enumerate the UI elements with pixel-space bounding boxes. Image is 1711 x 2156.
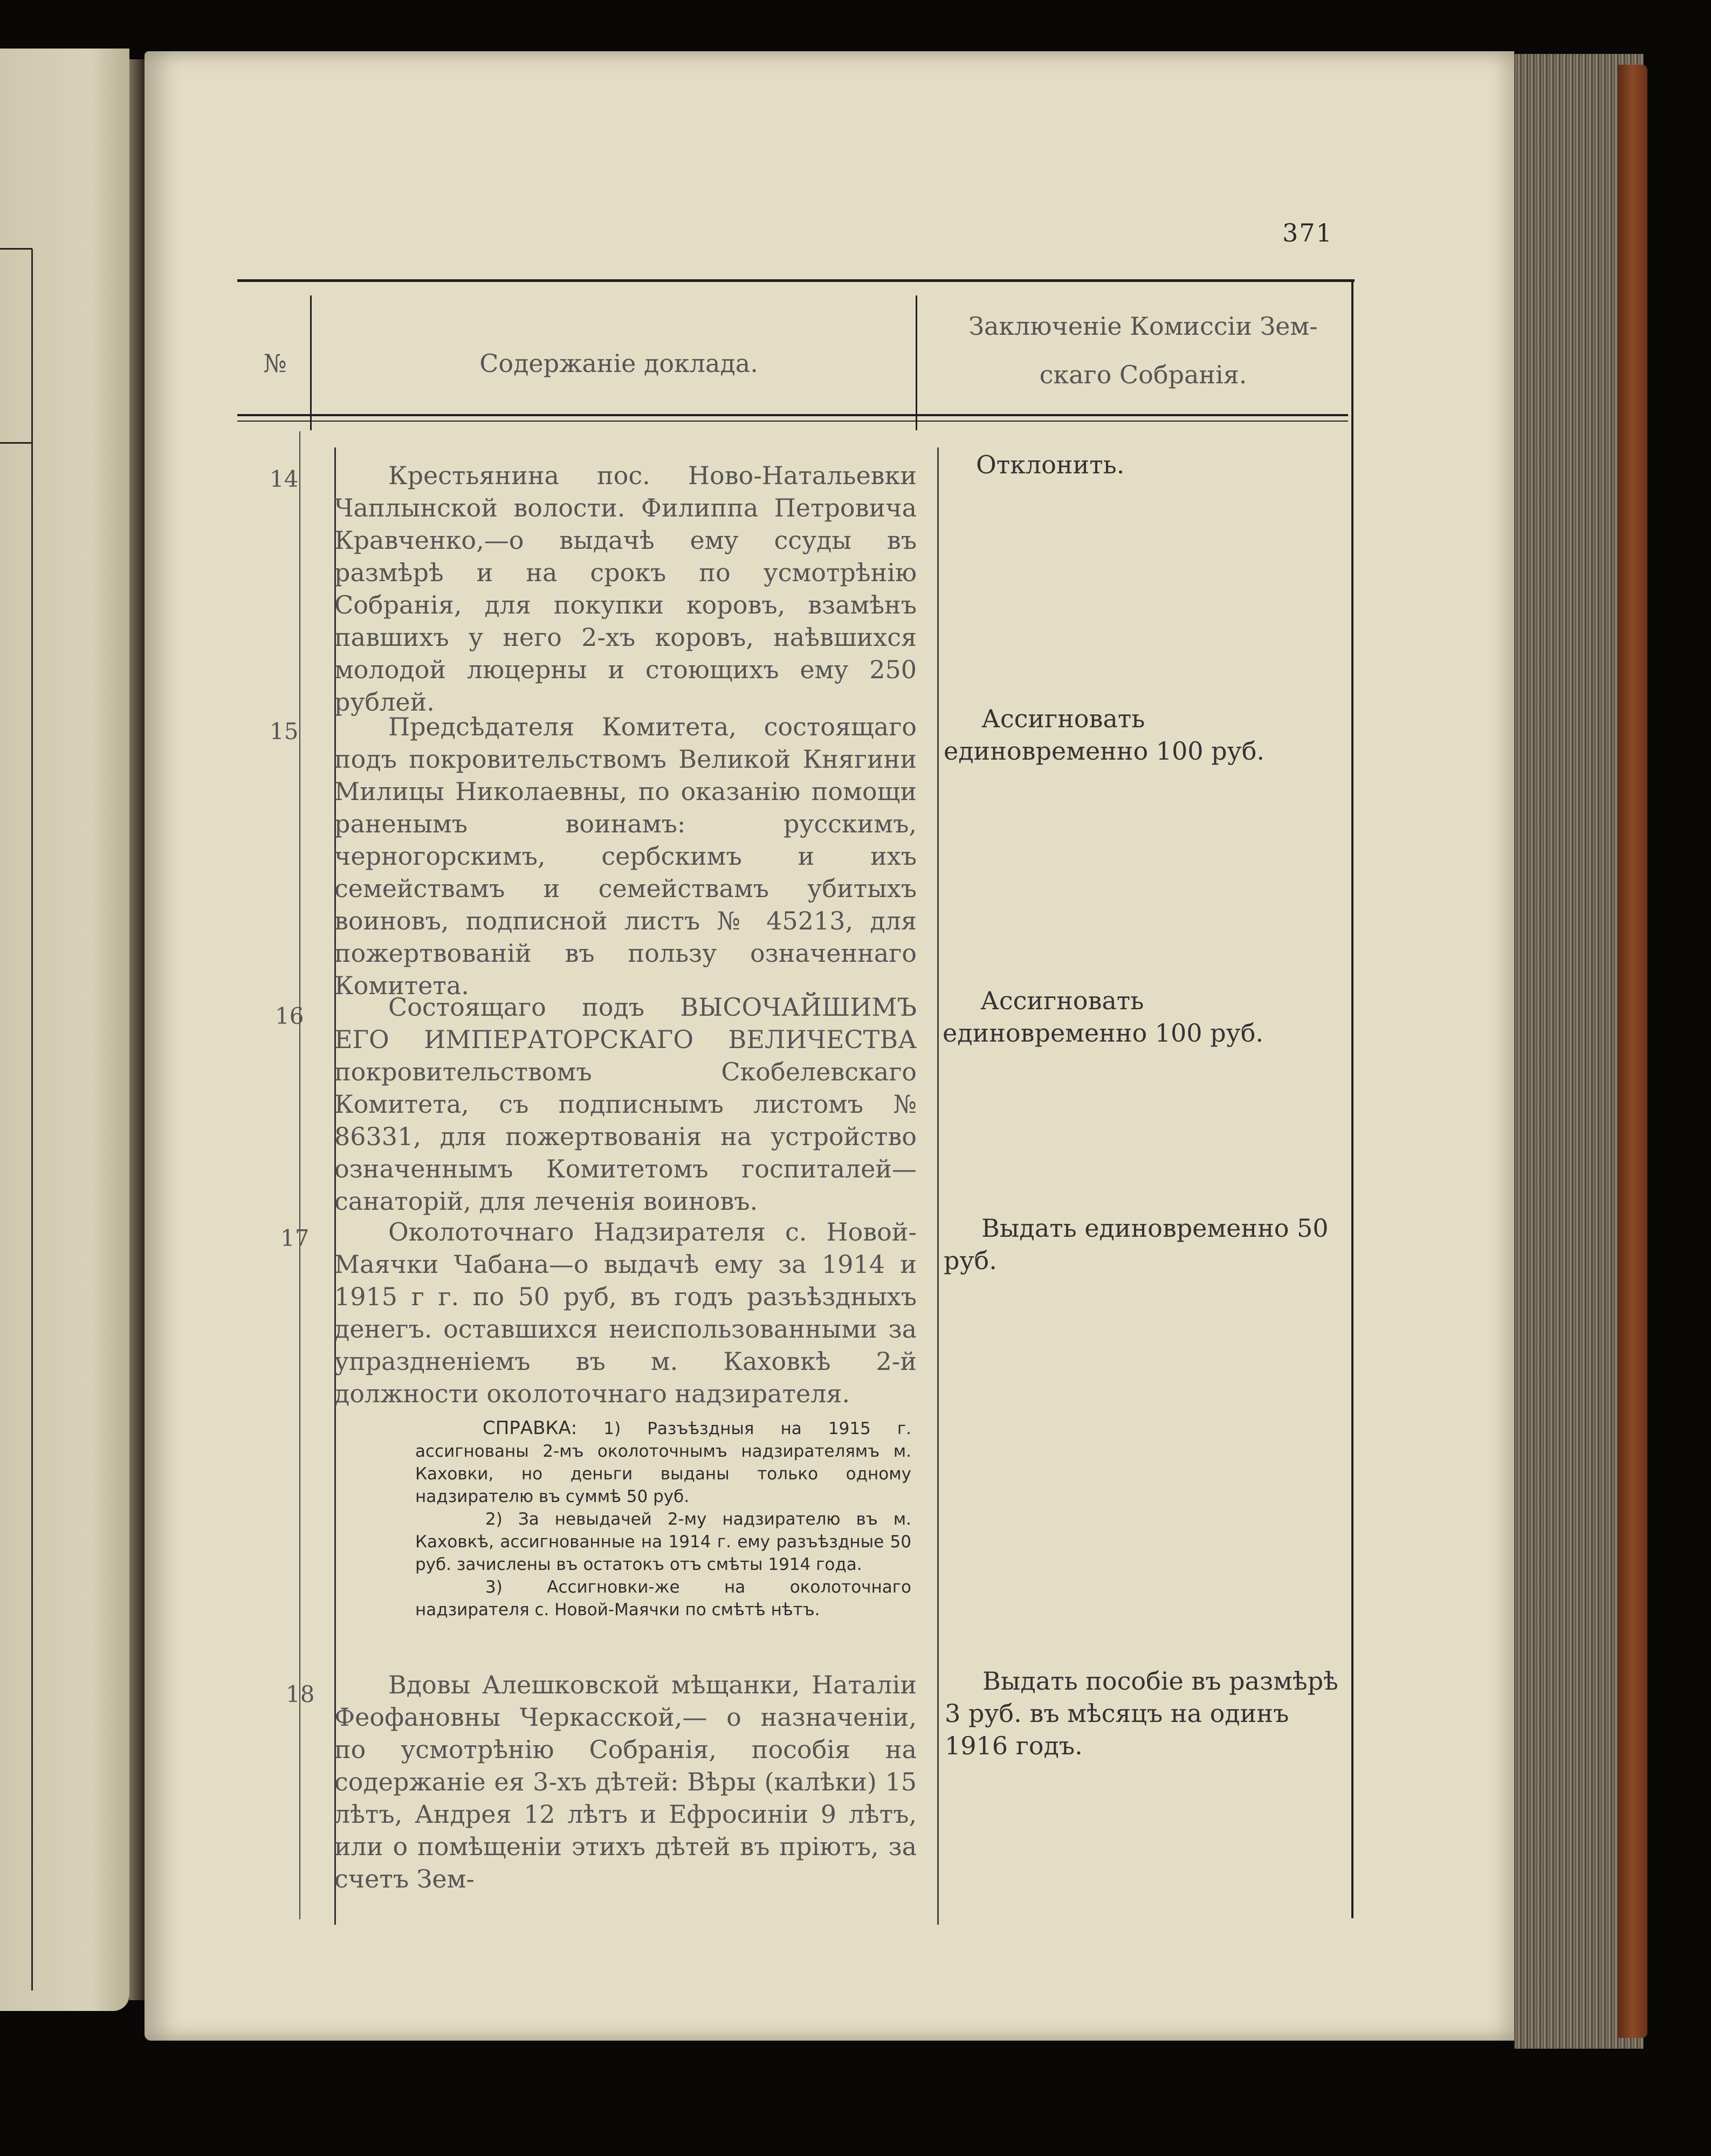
note-item: 1) Разъѣздныя на 1915 г. ассигнованы 2-мъ околоточнымъ надзирателямъ м. Каховки, но деньги выданы только одному надзирателю въ суммѣ 50 руб.: [415, 1419, 912, 1506]
book-cover: [1618, 65, 1647, 2038]
book-gutter: [129, 59, 146, 2000]
body-col-divider: [937, 447, 939, 1925]
row-number: 15: [270, 718, 299, 745]
row-conclusion: Выдать единовременно 50 руб.: [944, 1214, 1329, 1275]
note-item: 2) За невыдачей 2-му надзирателю въ м. Каховкѣ, ассигнованные на 1914 г. ему разъѣздные 50 руб. зачислены въ остатокъ отъ смѣты 1914 года.: [415, 1510, 911, 1574]
reference-note: [415, 1417, 911, 1621]
header-number-column: №: [263, 349, 287, 378]
row-conclusion: Выдать пособіе въ размѣрѣ 3 руб. въ мѣсяцъ на одинъ 1916 годъ.: [945, 1666, 1338, 1760]
header-conclusion-column-line1: Заключеніе Комиссіи Зем-: [968, 312, 1318, 341]
left-page-rule: [31, 249, 33, 1990]
table-top-rule: [237, 279, 1355, 282]
header-content-column: Содержаніе доклада.: [479, 349, 758, 378]
row-number: 16: [275, 1003, 304, 1029]
row-number: 18: [286, 1681, 315, 1707]
row-number: 14: [270, 466, 299, 492]
header-bottom-rule: [237, 421, 1348, 422]
row-conclusion: Ассигновать единовременно 100 руб.: [944, 704, 1265, 766]
row-conclusion: Ассигновать единовременно 100 руб.: [943, 986, 1264, 1048]
row-content: Околоточнаго Надзирателя с. Новой-Маячки Чабана—о выдачѣ ему за 1914 и 1915 г г. по 50 руб, въ годъ разъѣздныхъ денегъ. оставшихся неиспользованными за упраздненіемъ въ м. Каховкѣ 2-й должности околоточнаго надзирателя.: [334, 1217, 917, 1408]
page-number: 371: [1282, 218, 1333, 247]
row-content: Предсѣдателя Комитета, состоящаго подъ покровительствомъ Великой Княгини Милицы Николаевны, по оказанію помощи раненымъ воинамъ: русскимъ, черногорскимъ, сербскимъ и ихъ семействамъ и семействамъ убитыхъ воиновъ, подписной листъ № 45213, для пожертвованій въ пользу означеннаго Комитета.: [334, 712, 917, 1000]
row-content: Состоящаго подъ ВЫСОЧАЙШИМЪ ЕГО ИМПЕРАТОРСКАГО ВЕЛИЧЕСТВА покровительствомъ Скобелевскаго Комитета, съ подписнымъ листомъ № 86331, для пожертвованія на устройство означеннымъ Комитетомъ госпиталей—санаторій, для леченія воиновъ.: [334, 993, 917, 1216]
row-content: Крестьянина пос. Ново-Натальевки Чаплынской волости. Филиппа Петровича Кравченко,—о выдачѣ ему ссуды въ размѣрѣ и на срокъ по усмотрѣнію Собранія, для покупки коровъ, взамѣнъ павшихъ у него 2-хъ коровъ, наѣвшихся молодой люцерны и стоющихъ ему 250 рублей.: [334, 461, 917, 717]
row-conclusion: Отклонить.: [976, 450, 1125, 479]
left-page-rule: [0, 442, 32, 444]
header-conclusion-column-line2: скаго Собранія.: [1039, 360, 1247, 389]
header-bottom-rule: [237, 414, 1348, 416]
note-item: 3) Ассигновки-же на околоточнаго надзирателя с. Новой-Маячки по смѣтѣ нѣтъ.: [415, 1578, 911, 1620]
left-page-fragment: [0, 49, 129, 2011]
row-content: Вдовы Алешковской мѣщанки, Наталіи Феофановны Черкасской,— о назначеніи, по усмотрѣнію Собранія, пособія на содержаніе ея 3-хъ дѣтей: Вѣры (калѣки) 15 лѣтъ, Андрея 12 лѣтъ и Ефросиніи 9 лѣтъ, или о помѣщеніи этихъ дѣтей въ пріютъ, за счетъ Зем-: [334, 1670, 917, 1893]
note-label: СПРАВКА:: [483, 1417, 578, 1439]
left-page-rule: [0, 248, 32, 250]
header-col-divider: [916, 295, 917, 430]
header-col-divider: [310, 295, 312, 430]
row-number: 17: [280, 1225, 310, 1251]
